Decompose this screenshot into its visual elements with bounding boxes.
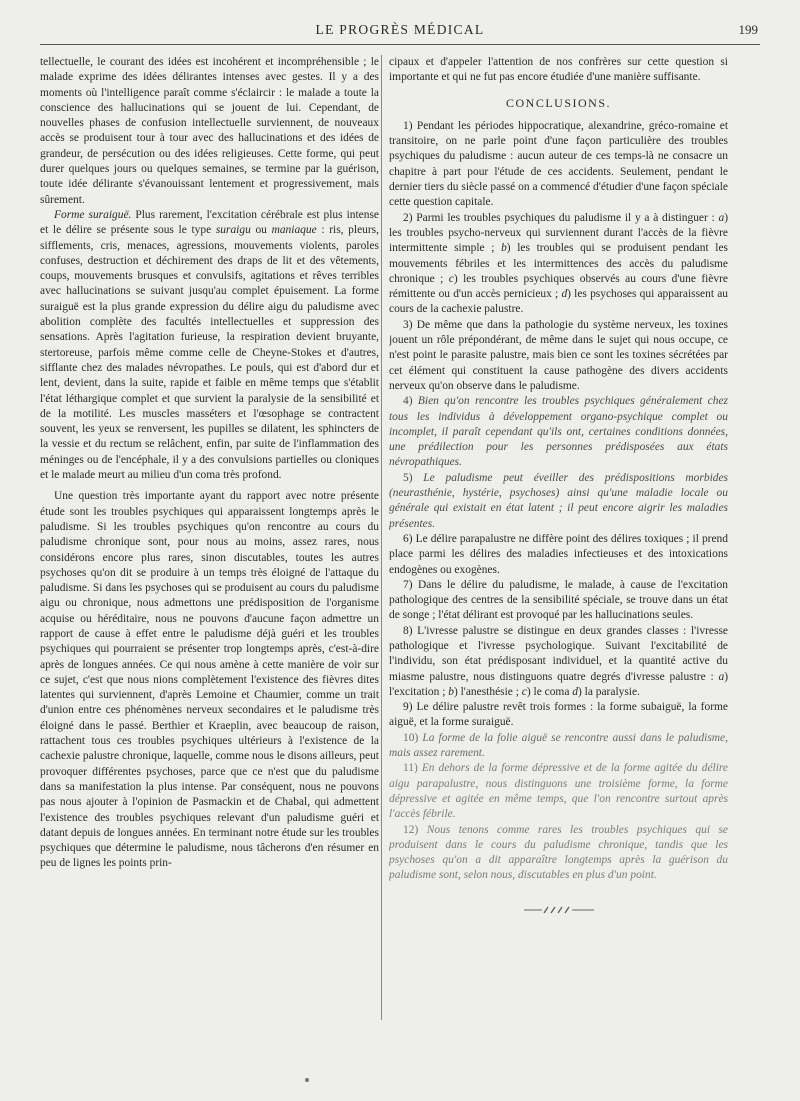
conclusion-item: 4) Bien qu'on rencontre les troubles psychiques généralement chez tous les individus à développement organo-psychique complet ou incomplet, il paraît cependant qu'ils ont, certaines conditions données, une prédilection pour les personnes prédisposées aux états névropathiques. (389, 395, 728, 469)
paragraph: cipaux et d'appeler l'attention de nos confrères sur cette question si importante et qui ne fut pas encore étudiée d'une manière suffisante. (389, 56, 728, 84)
conclusion-item: 9) Le délire palustre revêt trois formes : la forme subaiguë, la forme aiguë, et la forme suraiguë. (389, 701, 728, 729)
right-column (389, 55, 728, 1055)
running-title: LE PROGRÈS MÉDICAL (315, 22, 485, 37)
page-header (40, 22, 760, 44)
page-number: 199 (738, 22, 758, 37)
conclusion-item: 10) La forme de la folie aiguë se rencontre aussi dans le paludisme, mais assez rarement. (389, 731, 728, 760)
conclusion-item: 3) De même que dans la pathologie du système nerveux, les toxines jouent un rôle prépondérant, de même dans le sujet qui nous occupe, ce n'est point le parasite palustre, mais bien ce sont les toxines sécrétées par cet élément qui constituent la cause pathogène des divers accidents nerveux qu'on observe dans le paludisme. (389, 318, 728, 392)
paragraph: tellectuelle, le courant des idées est incohérent et incompréhensible ; le malade exprime des idées délirantes intenses avec gestes. Il y a des moments où l'intelligence paraît comme s'éclaircir : le malade a toute la conscience des hallucinations qui se jouent de lui. Cependant, de nouvelles phases de confusion intellectuelle surviennent, de nouveaux accès se produisent tour à tour avec des hallucinations et des idées de grandeur, de persécution ou des idées religieuses. Cette forme, qui peut durer quelques jours ou quelques semaines, se termine par la guérison, toute idée délirante s'évanouissant lentement et progressivement, mais sûrement. (40, 56, 379, 206)
section-subtitle: Forme suraiguë. (54, 208, 132, 221)
conclusion-item: 11) En dehors de la forme dépressive et de la forme agitée du délire aigu parapalustre, nous distinguons une troisième forme, la forme dépressive et agitée en même temps, que l'on rencontre surtout après l'accès fébrile. (389, 762, 728, 821)
header-rule (40, 44, 760, 45)
conclusion-item: 1) Pendant les périodes hippocratique, alexandrine, gréco-romaine et transitoire, on ne parle point d'une façon particulière des troubles psychiques du paludisme : aucun auteur de ces temps-là ne consacre un chapitre à part pour l'étude de ces accidents. Seulement, pendant le dernier tiers du siècle passé on a commencé d'étudier d'une façon spéciale cette question capitale. (389, 119, 728, 209)
ink-spot (305, 1078, 309, 1082)
flourish-icon (524, 905, 594, 915)
conclusion-item: 8) L'ivresse palustre se distingue en deux grandes classes : l'ivresse pathologique et l'ivresse psychologique. Suivant l'excitabilité de l'individu, son état prédisposant individuel, et la quantité active du miasme palustre, nous distinguons quatre degrés d'ivresse palustre : a) l'excitation ; b) l'anesthésie ; c) le coma d) la paralysie. (389, 624, 728, 698)
conclusion-item: 5) Le paludisme peut éveiller des prédispositions morbides (neurasthénie, hystérie, psychoses) ainsi qu'une maladie locale ou générale qui existait en état latent ; il peut encore aigrir les maladies présentes. (389, 471, 728, 530)
end-ornament (389, 904, 728, 919)
conclusion-item: 2) Parmi les troubles psychiques du paludisme il y a à distinguer : a) les troubles psycho-nerveux qui surviennent durant l'accès de la fièvre intermittente simple ; b) les troubles qui se produisent pendant les mouvements fébriles et les intermittences des accès du paludisme chronique ; c) les troubles psychiques observés au cours d'une fièvre rémittente ou d'un accès pernicieux ; d) les psychoses qui apparaissent au cours de la cachexie palustre. (389, 211, 728, 316)
conclusion-item: 7) Dans le délire du paludisme, le malade, à cause de l'excitation pathologique des centres de la sensibilité spéciale, se trouve dans un état de songe ; l'état délirant est provoqué par les hallucinations seules. (389, 578, 728, 622)
conclusion-item: 12) Nous tenons comme rares les troubles psychiques qui se produisent dans le cours du paludisme chronique, tandis que les psychoses qu'on a dit apparaître longtemps après la guérison du paludisme sont, selon nous, discutables en plus d'un point. (389, 823, 728, 882)
column-divider (381, 55, 382, 1020)
left-column (40, 55, 379, 1055)
conclusion-item: 6) Le délire parapalustre ne diffère point des délires toxiques ; il prend place parmi les délires des maladies infectieuses et des intoxications endogènes ou exogènes. (389, 532, 728, 576)
section-heading: CONCLUSIONS. (505, 95, 611, 110)
paragraph-forme-suraigue: Forme suraiguë. Plus rarement, l'excitation cérébrale est plus intense et le délire se présente sous le type suraigu ou maniaque : ris, pleurs, sifflements, cris, menaces, agressions, mouvements violents, paroles confuses, destruction et déchirement des draps de lit et des vêtements, coups, mouvements brusques et convulsifs, agitations et rêves terribles avec hallucinations se suivant jusqu'au complet épuisement. La forme suraiguë est la plus grande expression du délire aigu du paludisme avec abolition complète des facultés intellectuelles et suppression des sensations. Après l'agitation furieuse, la respiration devient bruyante, stertoreuse, parfois même comme celle de Cheyne-Stokes et d'autres, sifflante chez des malades névropathes. Le pouls, qui est d'abord dur et lent, devient, dans la suite, rapide et faible en même temps que s'établit l'état léthargique complet et que survient la paralysie de la sensibilité et de la motilité. Les muscles masséters et l'œsophage se contractent souvent, les yeux se renversent, les pupilles se dilatent, les sphincters de la vessie et du rectum se relâchent, enfin, par suite de l'inflammation des méninges ou de l'encéphale, il y a des convulsions partielles ou cloniques et le malade meurt au milieu d'un coma très profond. (40, 208, 379, 482)
paragraph: Une question très importante ayant du rapport avec notre présente étude sont les troubles psychiques qui apparaissent longtemps après le paludisme. Si les troubles psychiques qu'on rencontre au cours du paludisme chronique sont, pour nous au moins, assez rares, nous considérons encore plus rares, sinon discutables, toutes les autres psychoses qu'on dit se produire à un temps très éloigné de l'attaque du paludisme. Si dans les psychoses qui se produisent au cours du paludisme aigu ou chronique, nous admettons une prédisposition de l'organisme acquise ou héréditaire, nous ne pouvons d'aucune façon admettre un rapport de cause à effet entre le paludisme déjà guéri et les troubles psychiques qui pourraient se présenter trop longtemps après, c'est-à-dire après de longues années. Ce qui nous amène à cette manière de voir sur ce sujet, c'est que nous nions complètement l'existence des fièvres dites latentes qui surviennent, d'après Lemoine et Chaumier, comme un trait d'union entre ces phénomènes nerveux secondaires et le paludisme très éloigné dans le passé. Berthier et Kraeplin, avec beaucoup de raison, rattachent tous ces troubles psychiques ultérieurs à l'existence de la cachexie palustre chronique, laquelle, comme nous le disons ailleurs, peut provoquer différentes psychoses, parce que ce n'est que du paludisme dans sa manifestation la plus intense. Par conséquent, nous ne pouvons pas nous ajouter à l'opinion de Pasmackin et de Chabal, qui admettent l'existence des troubles psychiques relevant d'un paludisme guéri et datant depuis de longues années. En terminant notre étude sur les troubles psychiques que détermine le paludisme, nous tâcherons d'en résumer en peu de lignes les points prin- (40, 490, 379, 870)
